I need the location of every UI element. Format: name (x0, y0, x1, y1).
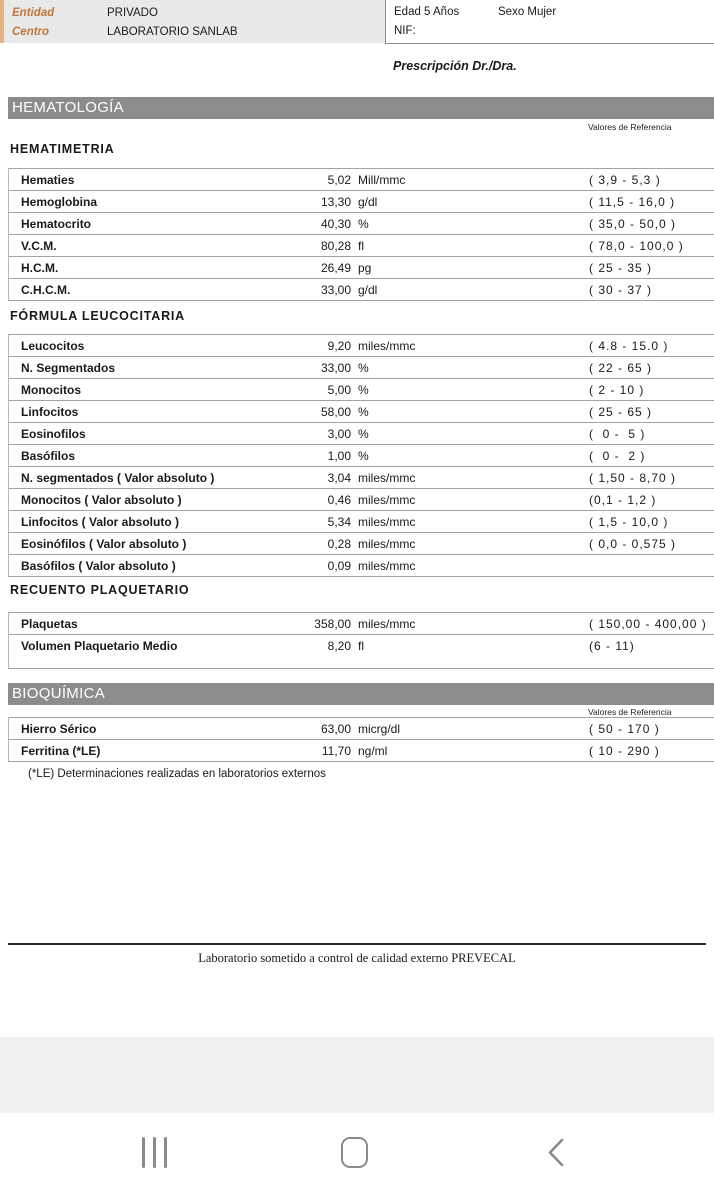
table-row (9, 612, 714, 634)
result-value: 5,02 (327, 173, 351, 187)
analyte-name: Linfocitos (21, 405, 79, 419)
result-unit: miles/mmc (358, 515, 416, 529)
table-row (9, 400, 714, 422)
recents-bar (142, 1137, 145, 1168)
result-unit: micrg/dl (358, 722, 401, 736)
table-row (9, 378, 714, 400)
entity-label: Entidad (12, 7, 55, 19)
result-value: 63,00 (320, 722, 351, 736)
analyte-name: Basófilos (21, 449, 76, 463)
result-value: 0,28 (327, 537, 351, 551)
reference-range: ( 1,5 - 10,0 ) (589, 515, 669, 529)
table-row (9, 466, 714, 488)
result-value: 3,04 (327, 471, 351, 485)
result-value: 1,00 (327, 449, 351, 463)
reference-range: ( 25 - 35 ) (589, 261, 653, 275)
result-unit: Mill/mmc (358, 173, 406, 187)
table-row (9, 422, 714, 444)
analyte-name: Volumen Plaquetario Medio (21, 639, 178, 653)
analyte-name: H.C.M. (21, 261, 59, 275)
analyte-name: Eosinófilos ( Valor absoluto ) (21, 537, 187, 551)
group-heading-hematimetria: HEMATIMETRIA (10, 142, 115, 156)
formula-leucocitaria-table (8, 334, 714, 577)
table-row (9, 278, 714, 300)
center-label: Centro (12, 26, 50, 38)
table-row (9, 488, 714, 510)
result-value: 80,28 (320, 239, 351, 253)
result-unit: % (358, 383, 369, 397)
result-unit: pg (358, 261, 372, 275)
result-value: 13,30 (320, 195, 351, 209)
group-heading-formula-leucocitaria: FÓRMULA LEUCOCITARIA (10, 309, 186, 323)
reference-values-header: Valores de Referencia (588, 707, 672, 717)
reference-range: ( 25 - 65 ) (589, 405, 653, 419)
result-unit: fl (358, 239, 364, 253)
footer-divider-line (8, 943, 706, 945)
result-value: 5,34 (327, 515, 351, 529)
table-row (9, 190, 714, 212)
recents-bar (153, 1137, 156, 1168)
analyte-name: Ferritina (*LE) (21, 744, 101, 758)
result-value: 8,20 (327, 639, 351, 653)
analyte-name: Hematocrito (21, 217, 92, 231)
analyte-name: Eosinofilos (21, 427, 86, 441)
analyte-name: Basófilos ( Valor absoluto ) (21, 559, 176, 573)
recents-bar (164, 1137, 167, 1168)
reference-range: (6 - 11) (589, 639, 635, 653)
result-value: 3,00 (327, 427, 351, 441)
analyte-name: Leucocitos (21, 339, 85, 353)
result-unit: % (358, 405, 369, 419)
reference-range: ( 22 - 65 ) (589, 361, 653, 375)
result-unit: miles/mmc (358, 493, 416, 507)
result-value: 33,00 (320, 361, 351, 375)
table-row (9, 717, 714, 739)
result-unit: % (358, 427, 369, 441)
analyte-name: N. segmentados ( Valor absoluto ) (21, 471, 215, 485)
analyte-name: V.C.M. (21, 239, 57, 253)
analyte-name: Monocitos ( Valor absoluto ) (21, 493, 182, 507)
reference-range: ( 0 - 2 ) (589, 449, 646, 463)
result-value: 40,30 (320, 217, 351, 231)
result-value: 9,20 (327, 339, 351, 353)
reference-range: ( 50 - 170 ) (589, 722, 660, 736)
recents-icon[interactable] (142, 1137, 167, 1168)
result-value: 33,00 (320, 283, 351, 297)
table-row (9, 739, 714, 761)
result-unit: miles/mmc (358, 339, 416, 353)
result-value: 0,46 (327, 493, 351, 507)
result-value: 0,09 (327, 559, 351, 573)
result-unit: fl (358, 639, 364, 653)
analyte-name: Monocitos (21, 383, 81, 397)
section-banner-hematologia: HEMATOLOGÍA (8, 97, 714, 119)
reference-range: ( 2 - 10 ) (589, 383, 645, 397)
result-unit: % (358, 217, 369, 231)
bioquimica-table (8, 717, 714, 762)
center-value: LABORATORIO SANLAB (107, 26, 238, 38)
table-row (9, 634, 714, 656)
result-unit: miles/mmc (358, 537, 416, 551)
patient-nif: NIF: (394, 25, 416, 37)
reference-range (589, 555, 714, 576)
home-icon[interactable] (341, 1137, 368, 1168)
table-row (9, 532, 714, 554)
table-row (9, 168, 714, 190)
reference-range: ( 78,0 - 100,0 ) (589, 239, 684, 253)
result-unit: % (358, 361, 369, 375)
analyte-name: Plaquetas (21, 617, 78, 631)
reference-range: ( 35,0 - 50,0 ) (589, 217, 677, 231)
reference-range: ( 0,0 - 0,575 ) (589, 537, 677, 551)
result-unit: miles/mmc (358, 559, 416, 573)
table-row (9, 256, 714, 278)
external-lab-footnote: (*LE) Determinaciones realizadas en laboratorios externos (28, 768, 326, 780)
header-patient-box (385, 0, 714, 44)
reference-range: ( 150,00 - 400,00 ) (589, 617, 707, 631)
table-row (9, 234, 714, 256)
table-row (9, 334, 714, 356)
reference-values-header: Valores de Referencia (588, 122, 672, 132)
table-row (9, 212, 714, 234)
reference-range: ( 10 - 290 ) (589, 744, 660, 758)
result-value: 5,00 (327, 383, 351, 397)
table-row (9, 510, 714, 532)
result-unit: ng/ml (358, 744, 388, 758)
header-entity-box (4, 0, 385, 43)
analyte-name: Hierro Sérico (21, 722, 97, 736)
table-row (9, 356, 714, 378)
analyte-name: Hemoglobina (21, 195, 98, 209)
reference-range: ( 4.8 - 15.0 ) (589, 339, 669, 353)
entity-value: PRIVADO (107, 7, 158, 19)
reference-range: (0,1 - 1,2 ) (589, 493, 657, 507)
result-unit: miles/mmc (358, 617, 416, 631)
reference-range: ( 1,50 - 8,70 ) (589, 471, 677, 485)
reference-range: ( 30 - 37 ) (589, 283, 653, 297)
reference-range: ( 11,5 - 16,0 ) (589, 195, 676, 209)
hematimetria-table (8, 168, 714, 301)
result-value: 11,70 (321, 744, 351, 758)
back-icon[interactable] (546, 1137, 566, 1168)
analyte-name: Hematies (21, 173, 75, 187)
result-value: 358,00 (314, 617, 351, 631)
recuento-plaquetario-table (8, 612, 714, 669)
section-banner-bioquimica: BIOQUÍMICA (8, 683, 714, 705)
analyte-name: C.H.C.M. (21, 283, 71, 297)
page-end-gray-band (0, 1037, 714, 1113)
analyte-name: Linfocitos ( Valor absoluto ) (21, 515, 180, 529)
table-row (9, 554, 714, 576)
result-unit: g/dl (358, 195, 378, 209)
patient-age: Edad 5 Años (394, 6, 460, 18)
reference-range: ( 3,9 - 5,3 ) (589, 173, 661, 187)
result-unit: % (358, 449, 369, 463)
result-value: 58,00 (320, 405, 351, 419)
result-unit: miles/mmc (358, 471, 416, 485)
result-unit: g/dl (358, 283, 378, 297)
prescription-label: Prescripción Dr./Dra. (393, 59, 517, 73)
result-value: 26,49 (320, 261, 351, 275)
patient-sex: Sexo Mujer (498, 6, 557, 18)
quality-control-footer: Laboratorio sometido a control de calidad externo PREVECAL (198, 951, 516, 965)
analyte-name: N. Segmentados (21, 361, 116, 375)
group-heading-recuento-plaquetario: RECUENTO PLAQUETARIO (10, 583, 190, 597)
table-row (9, 444, 714, 466)
reference-range: ( 0 - 5 ) (589, 427, 646, 441)
